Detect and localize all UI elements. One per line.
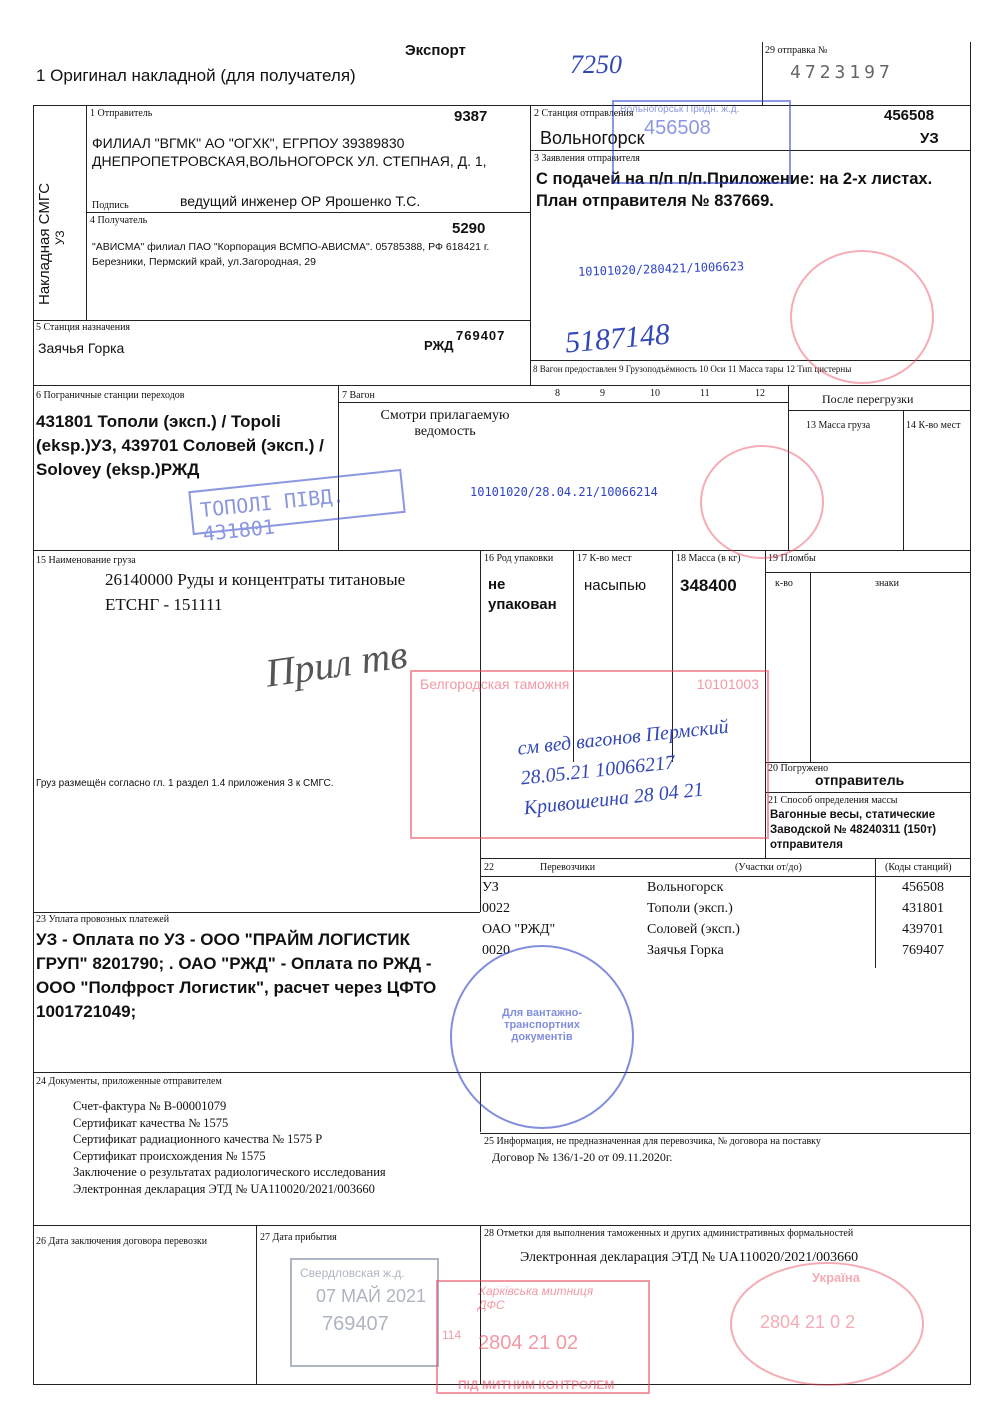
- f22-h3: (Коды станций): [885, 862, 952, 873]
- f15-note: Груз размещён согласно гл. 1 раздел 1.4 приложения 3 к СМГС.: [36, 778, 334, 789]
- f18-val: 348400: [680, 576, 737, 595]
- f1-sig-label: Подпись: [92, 200, 129, 211]
- document-item: Счет-фактура № В-00001079: [73, 1099, 227, 1113]
- topoli-text: ТОПОЛІ ПІВД. 431801: [199, 483, 346, 546]
- f24-documents: [73, 1098, 386, 1197]
- f17-label: 17 К-во мест: [577, 553, 632, 564]
- carrier-code: ОАО "РЖД": [482, 922, 556, 937]
- f15-label: 15 Наименование груза: [36, 555, 136, 566]
- document-item: Электронная декларация ЭТД № UA110020/2021/003660: [73, 1181, 375, 1196]
- f16-val: не упакован: [488, 576, 557, 613]
- f7-col-header: 12: [755, 388, 765, 399]
- customs-handwritten: см вед вагонов Пермский 28.05.21 10066217 Кривошеина 28 04 21: [516, 715, 730, 820]
- side-label: [36, 105, 80, 305]
- carrier-code: 0022: [482, 901, 510, 916]
- arrival-stamp: [290, 1258, 439, 1367]
- f1-code: 9387: [454, 108, 488, 125]
- vol-stamp-text: Вольногорськ Придн. ж.д.: [620, 104, 740, 115]
- f3-label: 3 Заявления отправителя: [534, 153, 640, 164]
- f20-label: 20 Погружено: [768, 763, 829, 774]
- f22-h2: (Участки от/до): [735, 862, 802, 873]
- f4-label: 4 Получатель: [90, 215, 148, 226]
- f7-col-header: 11: [700, 388, 710, 399]
- kharkiv-stamp-2-code: 2804 21 0 2: [760, 1312, 856, 1332]
- f2-rail: УЗ: [920, 130, 939, 147]
- field29-label: 29 отправка №: [765, 45, 828, 56]
- f28-declaration: Электронная декларация ЭТД № UA110020/2021/003660: [520, 1250, 859, 1265]
- document-item: Сертификат происхождения № 1575: [73, 1148, 266, 1163]
- copy-title: 1 Оригинал накладной (для получателя): [36, 66, 356, 85]
- f24-label: 24 Документы, приложенные отправителем: [36, 1076, 222, 1087]
- table-row: [482, 880, 968, 901]
- shipment-number: 4723197: [790, 62, 894, 83]
- arrival-stamp-rail: Свердловская ж.д.: [300, 1266, 405, 1280]
- kharkiv-stamp-1-num: 114: [442, 1328, 462, 1342]
- f1-sig: ведущий инженер ОР Ярошенко Т.С.: [180, 193, 421, 209]
- f1-label: 1 Отправитель: [90, 108, 153, 119]
- carrier-code: 0020: [482, 943, 510, 958]
- arrival-stamp-date: 07 МАЙ 2021: [316, 1286, 427, 1306]
- f5-code: 769407: [456, 328, 506, 343]
- doc-type: Экспорт: [405, 42, 466, 59]
- f3-customs-code: 10101020/280421/1006623: [577, 259, 745, 279]
- f7-columns: [555, 388, 785, 402]
- f22-h1: Перевозчики: [540, 862, 596, 873]
- handwritten-number: 7250: [570, 50, 622, 79]
- f19-label: 19 Пломбы: [768, 553, 816, 564]
- f28-label: 28 Отметки для выполнения таможенных и других административных формальностей: [484, 1228, 854, 1239]
- f27-label: 27 Дата прибытия: [260, 1232, 337, 1243]
- f7-col-header: 9: [600, 388, 605, 399]
- f2-station: Вольногорск: [540, 128, 645, 148]
- carrier-station-code: 431801: [902, 901, 944, 916]
- f4-recipient: "АВИСМА" филиал ПАО "Корпорация ВСМПО-АВИСМА". 05785388, РФ 618421 г. Березники, Пермский край, ул.Загородная, 29: [92, 241, 490, 268]
- blue-round-text: Для вантажно-транспортних документів: [501, 1007, 582, 1043]
- arrival-stamp-code: 769407: [322, 1313, 389, 1335]
- f23-payment: УЗ - Оплата по УЗ - ООО "ПРАЙМ ЛОГИСТИК ГРУП" 8201790; . ОАО "РЖД" - Оплата по РЖД - ООО "Полфрост Логистик", расчет через ЦФТО 1001721049;: [36, 930, 437, 1021]
- f5-label: 5 Станция назначения: [36, 322, 131, 333]
- carrier-station: Соловей (эксп.): [647, 922, 740, 937]
- carrier-station: Вольногорск: [647, 880, 724, 895]
- vol-stamp-code: 456508: [644, 117, 711, 139]
- f17-val: насыпью: [584, 577, 647, 594]
- blue-round-stamp: [450, 945, 634, 1129]
- f25-label: 25 Информация, не предназначенная для перевозчика, № договора на поставку: [484, 1136, 821, 1147]
- carrier-code: УЗ: [482, 880, 499, 895]
- f15-handwritten: Прил тв: [262, 631, 411, 696]
- document-item: Сертификат качества № 1575: [73, 1115, 229, 1130]
- f5-handwritten: 5187148: [563, 317, 672, 360]
- side-title: Накладная СМГС: [36, 182, 53, 305]
- kharkiv-stamp-1-ctrl: ПІД МИТНИМ КОНТРОЛЕМ: [458, 1378, 615, 1392]
- f21-val: Вагонные весы, статические Заводской № 48240311 (150т) отправителя: [770, 809, 937, 851]
- f18-label: 18 Масса (в кг): [676, 553, 741, 564]
- document-item: Сертификат радиационного качества № 1575 Р: [73, 1132, 323, 1146]
- red-round-stamp-1: [790, 250, 934, 384]
- f3-statement: С подачей на п/п п/п.Приложение: на 2-х листах. План отправителя № 837669.: [536, 170, 933, 210]
- f22-label: 22: [484, 862, 494, 873]
- belgorod-code: 10101003: [696, 676, 759, 692]
- red-round-stamp-2: [700, 445, 824, 559]
- f15-cargo: 26140000 Руды и концентраты титановые: [105, 570, 406, 589]
- f23-label: 23 Уплата провозных платежей: [36, 914, 170, 925]
- f16-label: 16 Род упаковки: [484, 553, 554, 564]
- kharkiv-stamp-2-country: Україна: [812, 1270, 861, 1285]
- kharkiv-stamp-1-name: Харківська митниця ДФС: [478, 1284, 594, 1312]
- f7-col-header: 8: [555, 388, 560, 399]
- f6-stations: 431801 Тополи (эксп.) / Topoli (eksp.)УЗ, 439701 Соловей (эксп.) / Solovey (eksp.)РЖД: [36, 412, 324, 479]
- vol-stamp: [612, 100, 791, 184]
- kharkiv-stamp-2: [730, 1262, 924, 1386]
- f26-label: 26 Дата заключения договора перевозки: [36, 1236, 208, 1247]
- f21-label: 21 Способ определения массы: [768, 795, 898, 806]
- f7-after: После перегрузки: [822, 392, 914, 406]
- f7-seal: 10101020/28.04.21/10066214: [470, 485, 658, 499]
- table-row: [482, 901, 968, 922]
- f7-col-header: 10: [650, 388, 660, 399]
- f19-signs: знаки: [875, 578, 899, 589]
- document-item: Заключение о результатах радиологического исследования: [73, 1165, 386, 1179]
- kharkiv-stamp-1-code: 2804 21 02: [478, 1332, 579, 1354]
- carrier-station: Заячья Горка: [647, 943, 724, 958]
- f5-rail: РЖД: [424, 338, 454, 353]
- carrier-station-code: 769407: [902, 943, 944, 958]
- f1-sender: ФИЛИАЛ "ВГМК" АО "ОГХК", ЕГРПОУ 39389830 ДНЕПРОПЕТРОВСКАЯ,ВОЛЬНОГОРСК УЛ. СТЕПНАЯ, Д. 1,: [92, 135, 487, 169]
- f25-contract: Договор № 136/1-20 от 09.11.2020г.: [492, 1150, 673, 1164]
- f14-label: 14 К-во мест: [906, 420, 961, 431]
- kharkiv-stamp-1: [436, 1280, 650, 1394]
- f2-label: 2 Станция отправления: [534, 108, 634, 119]
- f8-label: 8 Вагон предоставлен 9 Грузоподъёмность 10 Оси 11 Масса тары 12 Тип цистерны: [533, 364, 852, 374]
- f7-label: 7 Вагон: [342, 390, 375, 401]
- f2-code: 456508: [884, 107, 935, 124]
- f7-text: Смотри прилагаемую ведомость: [380, 408, 510, 439]
- f6-label: 6 Пограничные станции переходов: [36, 390, 185, 401]
- f19-count: к-во: [775, 578, 793, 589]
- table-row: [482, 922, 968, 943]
- carrier-station-code: 439701: [902, 922, 944, 937]
- carrier-station: Тополи (эксп.): [647, 901, 733, 916]
- f5-station: Заячья Горка: [38, 340, 125, 356]
- belgorod-text: Белгородская таможня: [420, 676, 570, 692]
- f4-code: 5290: [452, 220, 486, 237]
- side-rail: УЗ: [53, 230, 67, 245]
- carrier-station-code: 456508: [902, 880, 944, 895]
- f15-etsng: ЕТСНГ - 151111: [105, 595, 223, 614]
- f20-val: отправитель: [815, 772, 905, 788]
- f13-label: 13 Масса груза: [806, 420, 871, 431]
